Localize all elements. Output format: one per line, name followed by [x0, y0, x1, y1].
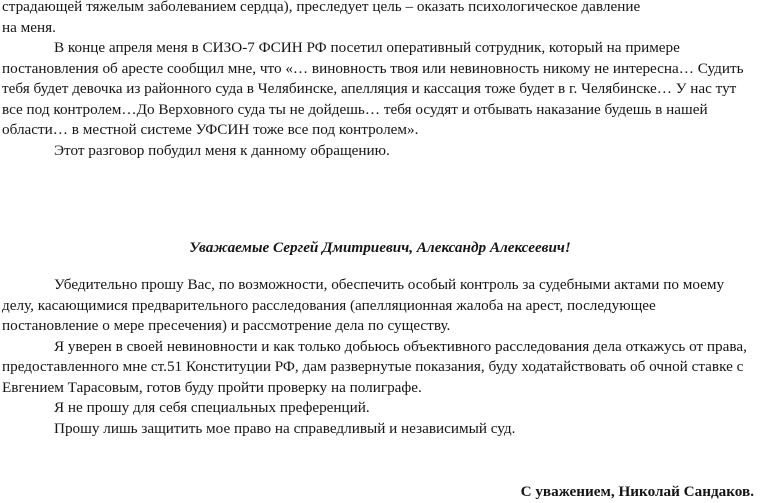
april-visit-paragraph: В конце апреля меня в СИЗО-7 ФСИН РФ посетил оперативный сотрудник, который на примере постановления об аресте сообщил мне, что «… виновность твоя или невиновность никому не интересна… Судить тебя будет девочка из районного суда в Челябинске, апелляция и кассация тоже будет в г. Челябинске… У нас тут все под контролем…До Верховного суда ты не дойдешь… тебя осудят и отбывать наказание будешь в нашей области… в местной системе УФСИН тоже все под контролем». [2, 39, 744, 138]
intro-paragraph [2, 0, 754, 38]
innocence-paragraph: Я уверен в своей невиновности и как только добьюсь объективного расследования дела откажусь от права, предоставленного мне ст.51 Конституции РФ, дам развернутые показания, буду ходатайствовать об очной ставке с Евгением Тарасовым, готов буду пройти проверку на полиграфе. [2, 337, 747, 396]
prompted-paragraph: Этот разговор побудил меня к данному обращению. [54, 141, 390, 159]
request-section [2, 275, 754, 439]
greeting-heading: Уважаемые Сергей Дмитриевич, Александр Алексеевич! [189, 239, 571, 256]
intro-line-2: на меня. [2, 18, 56, 36]
protect-right-paragraph: Прошу лишь защитить мое право на справедливый и независимый суд. [54, 419, 516, 437]
april-visit-section [2, 38, 754, 161]
intro-line-1: страдающей тяжелым заболеванием сердца), преследует цель – оказать психологическое давление [2, 0, 641, 15]
request-paragraph: Убедительно прошу Вас, по возможности, обеспечить особый контроль за судебными актами по моему делу, касающимися предварительного расследования (апелляционная жалоба на арест, последующее постановление о мере пресечения) и рассмотрение дела по существу. [2, 276, 725, 334]
no-preferences-paragraph: Я не прошу для себя специальных преференций. [54, 399, 370, 416]
signature-line: С уважением, Николай Сандаков. [520, 483, 754, 500]
